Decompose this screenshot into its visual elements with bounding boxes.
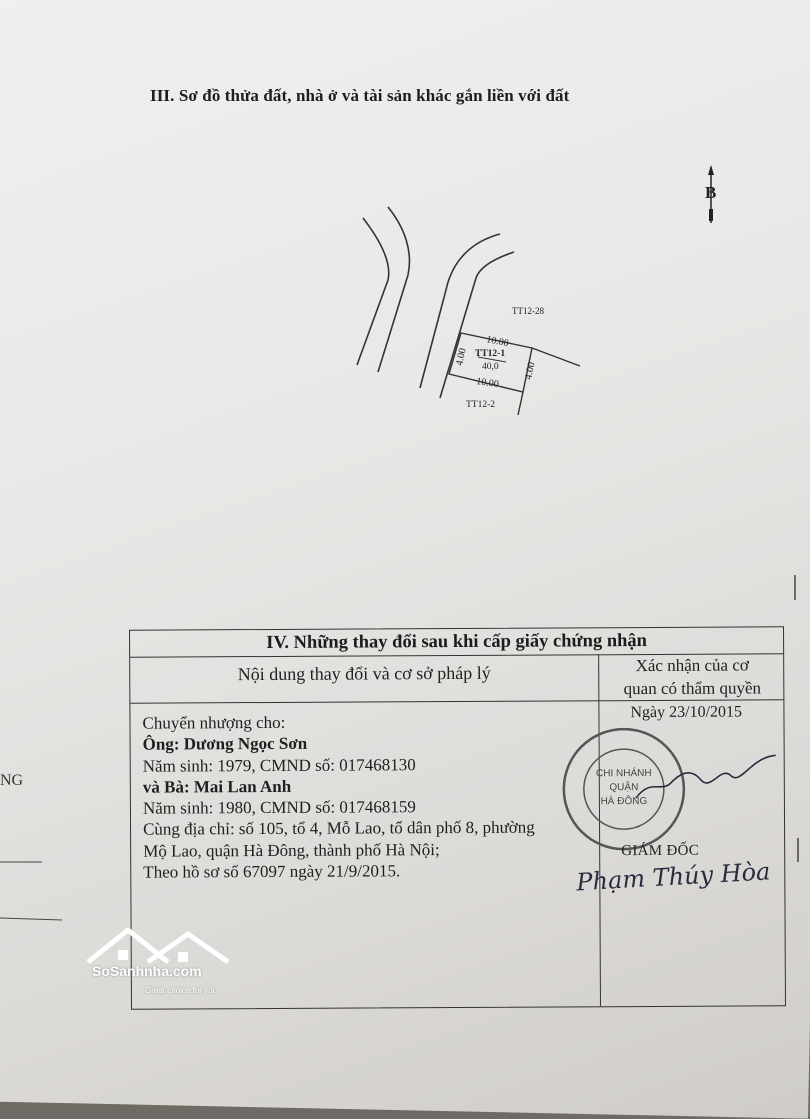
col-confirm-header xyxy=(602,653,782,700)
line-address-2: Mộ Lao, quận Hà Đông, thành phố Hà Nội; xyxy=(143,839,440,861)
change-content xyxy=(142,711,535,883)
line-buyer-1-id: Năm sinh: 1979, CMND số: 017468130 xyxy=(142,754,416,776)
dim-bottom-label: 10.00 xyxy=(475,376,500,391)
stamp-line-2: QUẬN xyxy=(609,782,639,794)
parcel-id-label: TT12-1 xyxy=(475,349,506,359)
line-buyer-1: Ông: Dương Ngọc Sơn xyxy=(142,734,308,754)
col-confirm-header-line2: quan có thẩm quyền xyxy=(623,678,762,699)
stamp-line-1: CHI NHÁNH xyxy=(595,767,652,780)
parcel-north-label: TT12-28 xyxy=(512,306,544,316)
dim-left-label: 4.00 xyxy=(454,347,469,367)
col-content-header: Nội dung thay đổi và cơ sở pháp lý xyxy=(237,662,491,685)
parcel-south-label: TT12-2 xyxy=(466,400,496,410)
parcel-area-label: 40,0 xyxy=(482,362,499,372)
dim-right-label: 4.00 xyxy=(523,361,538,381)
watermark-brand: SoSanhnha.com xyxy=(92,963,202,979)
margin-fragment: NG xyxy=(0,772,24,789)
line-address-1: Cùng địa chỉ: số 105, tổ 4, Mỗ Lao, tổ dân phố 8, phường xyxy=(143,818,535,840)
line-buyer-2-id: Năm sinh: 1980, CMND số: 017468159 xyxy=(142,797,416,818)
section-3-title: III. Sơ đồ thửa đất, nhà ở và tài sản khác gắn liền với đất xyxy=(150,86,570,105)
line-transfer: Chuyển nhượng cho: xyxy=(142,712,286,733)
signature-scribble-icon xyxy=(631,747,781,808)
director-signature-name: Phạm Thúy Hòa xyxy=(575,857,772,897)
line-buyer-2: và Bà: Mai Lan Anh xyxy=(142,776,292,797)
north-letter: B xyxy=(705,183,717,202)
stamp-line-3: HÀ ĐÔNG xyxy=(600,796,648,808)
dim-top-label: 10.00 xyxy=(485,334,510,350)
director-title: GIÁM ĐỐC xyxy=(621,842,700,860)
confirmation-date: Ngày 23/10/2015 xyxy=(630,703,743,722)
watermark-tagline: Great choice for you xyxy=(145,986,218,995)
line-dossier: Theo hồ sơ số 67097 ngày 21/9/2015. xyxy=(143,861,401,882)
col-confirm-header-line1: Xác nhận của cơ xyxy=(635,655,749,676)
section-4-title: IV. Những thay đổi sau khi cấp giấy chứng nhận xyxy=(130,627,783,657)
